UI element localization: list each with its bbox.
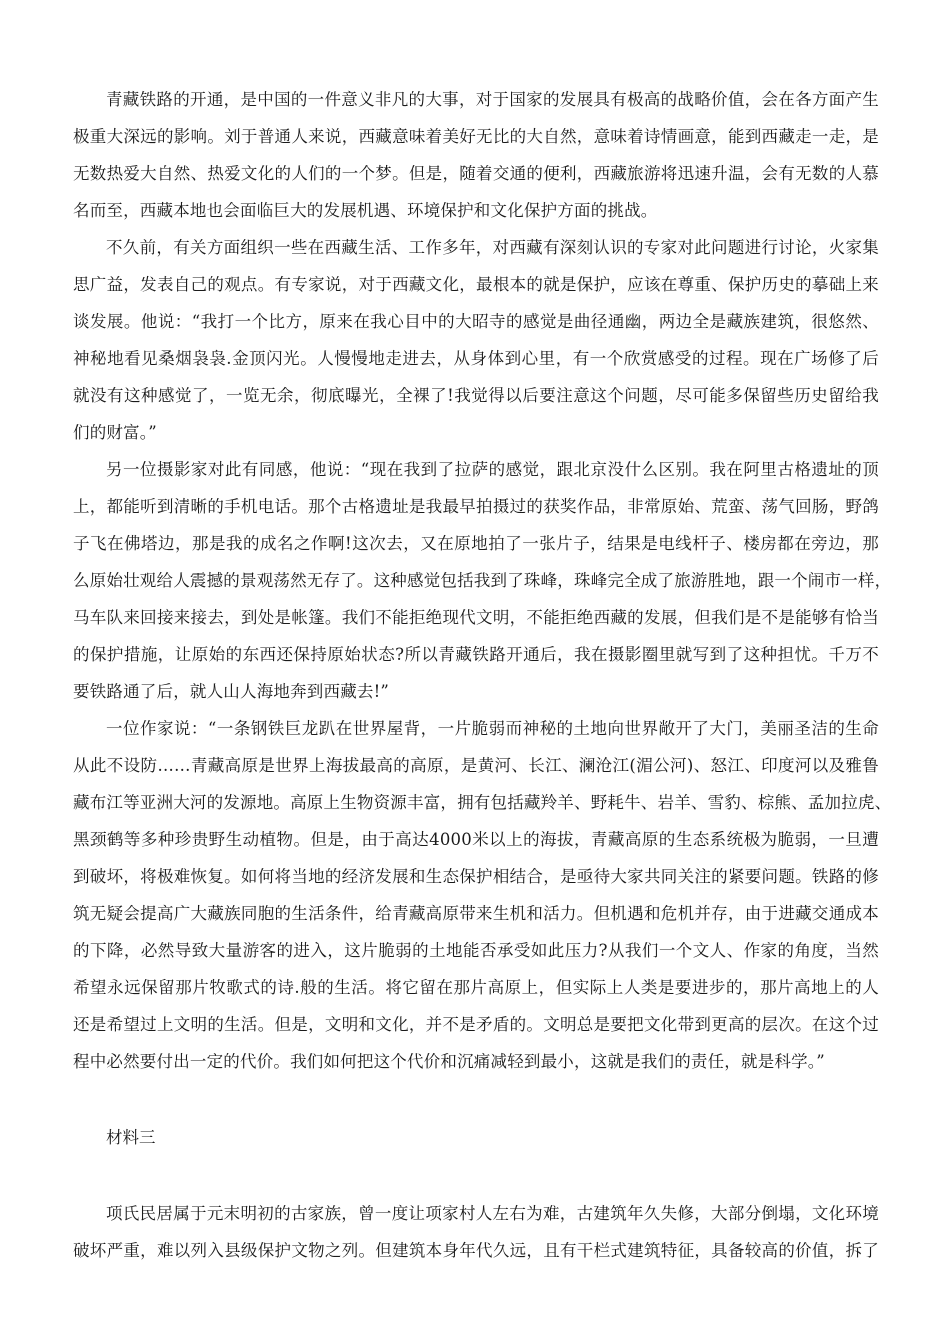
paragraph-2-line-6: 们的财富。” <box>73 423 157 442</box>
paragraph-3-line-2: 上，都能听到清晰的手机电话。那个古格遗址是我最早拍摄过的获奖作品，非常原始、荒蛮、荡气回肠，野鸽 <box>73 497 879 516</box>
paragraph-4-line-7: 的下降，必然导致大量游客的进入，这片脆弱的土地能否承受如此压力?从我们一个文人、作家的角度，当然 <box>73 941 879 960</box>
paragraph-4-line-4: 黑颈鹤等多种珍贵野生动植物。但是，由于高达4000米以上的海拔，青藏高原的生态系统极为脆弱，一旦遭 <box>73 830 879 849</box>
paragraph-2-line-1: 不久前，有关方面组织一些在西藏生活、工作多年，对西藏有深刻认识的专家对此问题进行讨论，火家集 <box>106 238 879 257</box>
paragraph-3-line-7: 要铁路通了后，就人山人海地奔到西藏去!” <box>73 682 390 701</box>
paragraph-1-line-4: 名而至，西藏本地也会面临巨大的发展机遇、环境保护和文化保护方面的挑战。 <box>73 201 658 220</box>
paragraph-2-line-3: 谈发展。他说：“我打一个比方，原来在我心目中的大昭寺的感觉是曲径通幽，两边全是藏族建筑，很悠然、 <box>73 312 879 331</box>
section-heading: 材料三 <box>106 1128 156 1147</box>
paragraph-4-line-6: 筑无疑会提高广大藏族同胞的生活条件，给青藏高原带来生机和活力。但机遇和危机并存，由于进藏交通成本 <box>73 904 879 923</box>
final-paragraph-line-2: 破坏严重，难以列入县级保护文物之列。但建筑本身年代久远，且有干栏式建筑特征，具备较高的价值，拆了 <box>73 1241 879 1260</box>
paragraph-3-line-3: 子飞在佛塔边，那是我的成名之作啊!这次去，又在原地拍了一张片子，结果是电线杆子、楼房都在旁边，那 <box>73 534 879 553</box>
paragraph-2-line-5: 就没有这种感觉了，一览无余，彻底曝光，全裸了!我觉得以后要注意这个问题，尽可能多保留些历史留给我 <box>73 386 879 405</box>
paragraph-4-line-10: 程中必然要付出一定的代价。我们如何把这个代价和沉痛减轻到最小，这就是我们的责任，就是科学。” <box>73 1052 825 1071</box>
paragraph-4-line-3: 藏布江等亚洲大河的发源地。高原上生物资源丰富，拥有包括藏羚羊、野耗牛、岩羊、雪豹、棕熊、孟加拉虎、 <box>73 793 892 812</box>
final-paragraph-line-1: 项氏民居属于元末明初的古家族，曾一度让项家村人左右为难，古建筑年久失修，大部分倒塌，文化环境 <box>106 1204 879 1223</box>
paragraph-1-line-1: 青藏铁路的开通，是中国的一件意义非凡的大事，对于国家的发展具有极高的战略价值，会在各方面产生 <box>106 90 879 109</box>
paragraph-1-line-2: 极重大深远的影响。刘于普通人来说，西藏意味着美好无比的大自然，意味着诗情画意，能到西藏走一走，是 <box>73 127 879 146</box>
paragraph-4-line-2: 从此不设防……青藏高原是世界上海拔最高的高原，是黄河、长江、澜沧江(湄公河)、怒江、印度河以及雅鲁 <box>73 756 879 775</box>
paragraph-4-line-1: 一位作家说：“一条钢铁巨龙趴在世界屋背，一片脆弱而神秘的土地向世界敞开了大门，美丽圣洁的生命 <box>106 719 879 738</box>
paragraph-2-line-2: 思广益，发表自己的观点。有专家说，对于西藏文化，最根本的就是保护，应该在尊重、保护历史的摹础上来 <box>73 275 879 294</box>
paragraph-3-line-6: 的保护措施，让原始的东西还保持原始状态?所以青藏铁路开通后，我在摄影圈里就写到了这种担忧。千万不 <box>73 645 879 664</box>
paragraph-3-line-1: 另一位摄影家对此有同感，他说：“现在我到了拉萨的感觉，跟北京没什么区别。我在阿里古格遗址的顶 <box>106 460 879 479</box>
paragraph-3-line-4: 么原始壮观给人震撼的景观荡然无存了。这种感觉包括我到了珠峰，珠峰完全成了旅游胜地，跟一个闹市一样， <box>73 571 892 590</box>
paragraph-2-line-4: 神秘地看见桑烟袅袅.金顶闪光。人慢慢地走进去，从身体到心里，有一个欣赏感受的过程。现在广场修了后 <box>73 349 879 368</box>
paragraph-3-line-5: 马车队来回接来接去，到处是帐篷。我们不能拒绝现代文明，不能拒绝西藏的发展，但我们是不是能够有恰当 <box>73 608 879 627</box>
paragraph-4-line-8: 希望永远保留那片牧歌式的诗.般的生活。将它留在那片高原上，但实际上人类是要进步的，那片高地上的人 <box>73 978 879 997</box>
paragraph-1-line-3: 无数热爱大自然、热爱文化的人们的一个梦。但是，随着交通的便利，西藏旅游将迅速升温，会有无数的人慕 <box>73 164 879 183</box>
paragraph-4-line-5: 到破坏，将极难恢复。如何将当地的经济发展和生态保护相结合，是亟待大家共同关注的紧要问题。铁路的修 <box>73 867 879 886</box>
paragraph-4-line-9: 还是希望过上文明的生活。但是，文明和文化，并不是矛盾的。文明总是要把文化带到更高的层次。在这个过 <box>73 1015 879 1034</box>
